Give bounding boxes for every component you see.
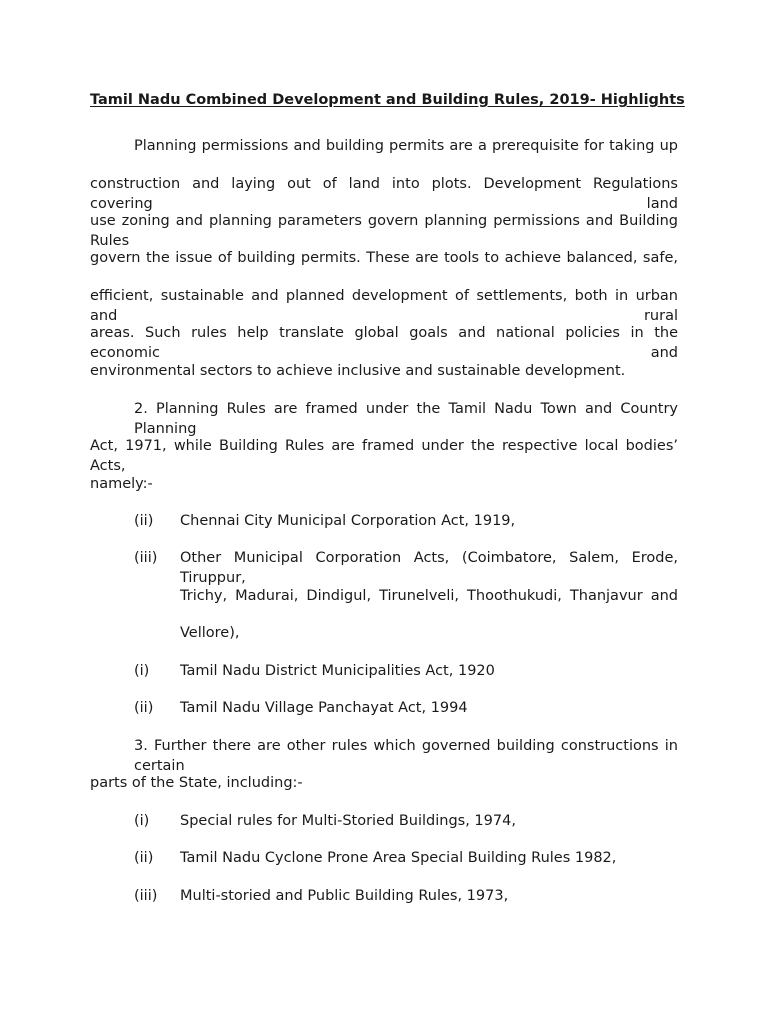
list-item-label: (ii)	[134, 700, 154, 716]
list-item-label: (iii)	[134, 550, 158, 566]
document-title: Tamil Nadu Combined Development and Building Rules, 2019- Highlights	[90, 92, 685, 108]
list-item-text: Chennai City Municipal Corporation Act, 1919,	[180, 513, 516, 529]
list-item-label: (ii)	[134, 513, 154, 529]
list-item-text: Tamil Nadu Village Panchayat Act, 1994	[180, 700, 468, 716]
para2-line-1: 2. Planning Rules are framed under the Tamil Nadu Town and Country Planning	[134, 401, 678, 437]
list-item-label: (i)	[134, 663, 150, 679]
para1-line-2: construction and laying out of land into plots. Development Regulations covering land	[90, 176, 678, 212]
para3-line-1: 3. Further there are other rules which governed building constructions in certain	[134, 738, 678, 774]
para2-line-3: namely:-	[90, 476, 153, 492]
list-item-text: Vellore),	[180, 625, 240, 641]
list-item-text: Multi-storied and Public Building Rules, 1973,	[180, 888, 509, 904]
list-item-text: Tamil Nadu Cyclone Prone Area Special Building Rules 1982,	[180, 850, 617, 866]
para1-line-7: environmental sectors to achieve inclusive and sustainable development.	[90, 363, 626, 379]
para1-line-5: efficient, sustainable and planned development of settlements, both in urban and rural	[90, 288, 678, 324]
list-item-label: (iii)	[134, 888, 158, 904]
list-item-text: Tamil Nadu District Municipalities Act, 1920	[180, 663, 495, 679]
list-item-label: (i)	[134, 813, 150, 829]
list-item-text: Special rules for Multi-Storied Buildings, 1974,	[180, 813, 516, 829]
para1-line-1: Planning permissions and building permits are a prerequisite for taking up	[134, 138, 678, 154]
list-item-text: Other Municipal Corporation Acts, (Coimbatore, Salem, Erode, Tiruppur,	[180, 550, 678, 586]
para1-line-6: areas. Such rules help translate global goals and national policies in the economic and	[90, 325, 678, 361]
para3-line-2: parts of the State, including:-	[90, 775, 303, 791]
list-item-text: Trichy, Madurai, Dindigul, Tirunelveli, Thoothukudi, Thanjavur and	[180, 588, 678, 604]
list-item-label: (ii)	[134, 850, 154, 866]
para1-line-3: use zoning and planning parameters govern planning permissions and Building Rules	[90, 213, 678, 249]
para1-line-4: govern the issue of building permits. These are tools to achieve balanced, safe,	[90, 250, 678, 266]
para2-line-2: Act, 1971, while Building Rules are framed under the respective local bodies’ Acts,	[90, 438, 678, 474]
